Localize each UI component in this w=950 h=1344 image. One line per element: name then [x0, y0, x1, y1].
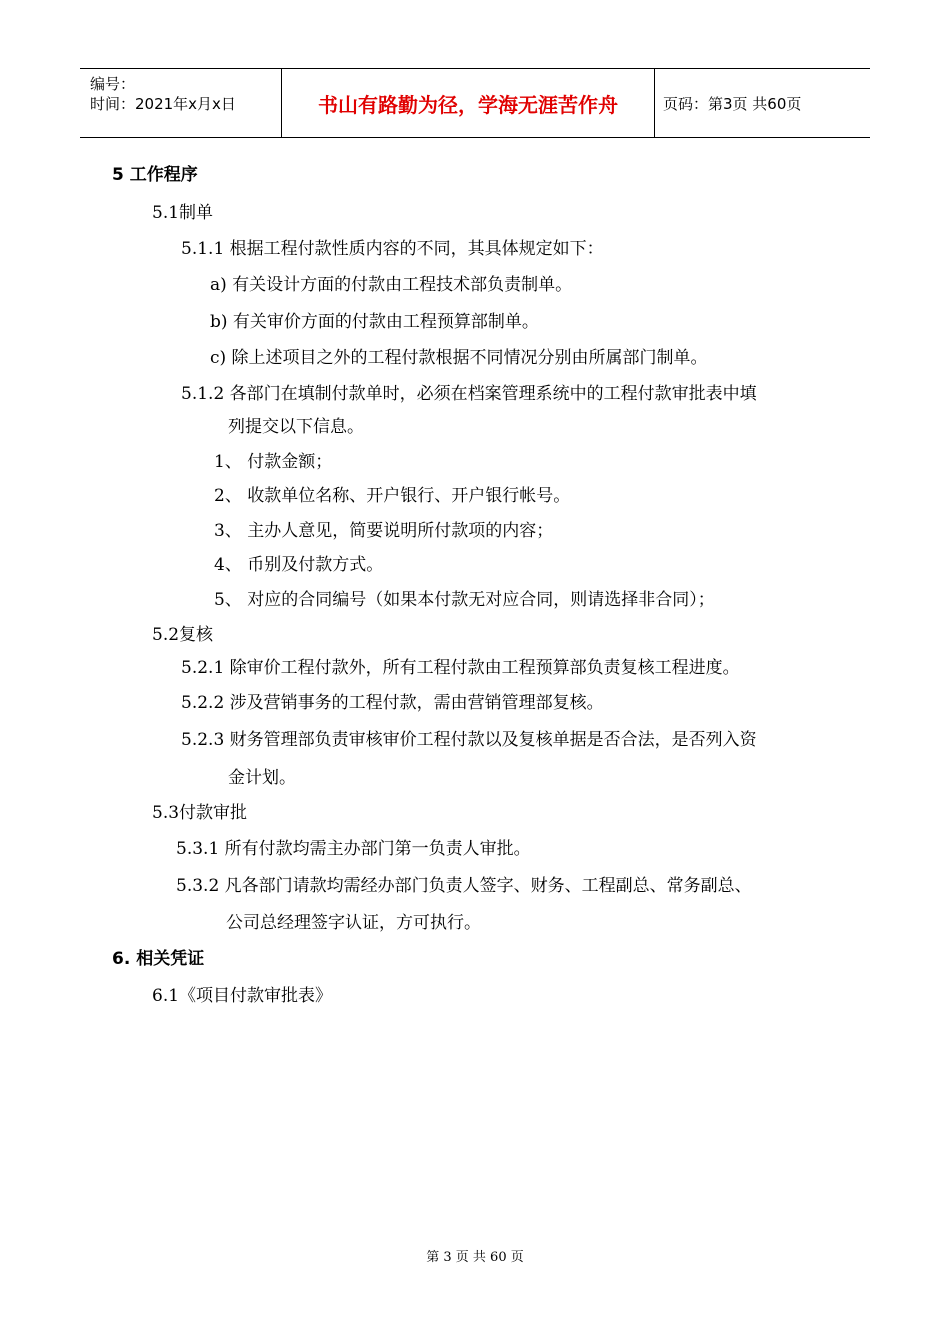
- document-header: [80, 68, 870, 138]
- section-6-1: 6.1《项目付款审批表》: [152, 986, 333, 1006]
- section-5-2-3-line2: 金计划。: [228, 768, 296, 788]
- section-5-2-1: 5.2.1 除审价工程付款外，所有工程付款由工程预算部负责复核工程进度。: [181, 658, 740, 678]
- list-item-c: c) 除上述项目之外的工程付款根据不同情况分别由所属部门制单。: [210, 348, 708, 368]
- section-5-2-heading: 5.2复核: [152, 625, 214, 645]
- section-5-1-heading: 5.1制单: [152, 203, 214, 223]
- page-footer: 第 3 页 共 60 页: [426, 1250, 524, 1265]
- header-meta-cell: [80, 69, 280, 137]
- list-item-4: 4、 币别及付款方式。: [214, 555, 384, 575]
- section-5-1-2-line2: 列提交以下信息。: [228, 417, 364, 437]
- list-item-2: 2、 收款单位名称、开户银行、开户银行帐号。: [214, 486, 571, 506]
- list-item-1: 1、 付款金额；: [214, 452, 333, 472]
- section-5-1-2-line1: 5.1.2 各部门在填制付款单时，必须在档案管理系统中的工程付款审批表中填: [181, 384, 757, 404]
- section-5-title: 5 工作程序: [112, 165, 198, 185]
- section-5-2-3-line1: 5.2.3 财务管理部负责审核审价工程付款以及复核单据是否合法，是否列入资: [181, 730, 757, 750]
- section-5-1-1: 5.1.1 根据工程付款性质内容的不同，其具体规定如下：: [181, 239, 604, 259]
- header-page-info: 页码：第3页 共60页: [663, 94, 802, 113]
- section-5-3-1: 5.3.1 所有付款均需主办部门第一负责人审批。: [176, 839, 531, 859]
- doc-number-label: 编号：: [90, 75, 136, 93]
- list-item-3: 3、 主办人意见，简要说明所付款项的内容；: [214, 521, 554, 541]
- list-item-5: 5、 对应的合同编号（如果本付款无对应合同，则请选择非合同）；: [214, 590, 715, 610]
- list-item-a: a) 有关设计方面的付款由工程技术部负责制单。: [210, 275, 573, 295]
- header-motto: 书山有路勤为径，学海无涯苦作舟: [281, 69, 655, 137]
- list-item-b: b) 有关审价方面的付款由工程预算部制单。: [210, 312, 539, 332]
- section-6-title: 6. 相关凭证: [112, 949, 205, 969]
- section-5-3-2-line1: 5.3.2 凡各部门请款均需经办部门负责人签字、财务、工程副总、常务副总、: [176, 876, 752, 896]
- section-5-2-2: 5.2.2 涉及营销事务的工程付款，需由营销管理部复核。: [181, 693, 604, 713]
- section-5-3-heading: 5.3付款审批: [152, 803, 248, 823]
- section-5-3-2-line2: 公司总经理签字认证，方可执行。: [226, 913, 481, 933]
- doc-time-label: 时间：2021年x月x日: [90, 95, 236, 113]
